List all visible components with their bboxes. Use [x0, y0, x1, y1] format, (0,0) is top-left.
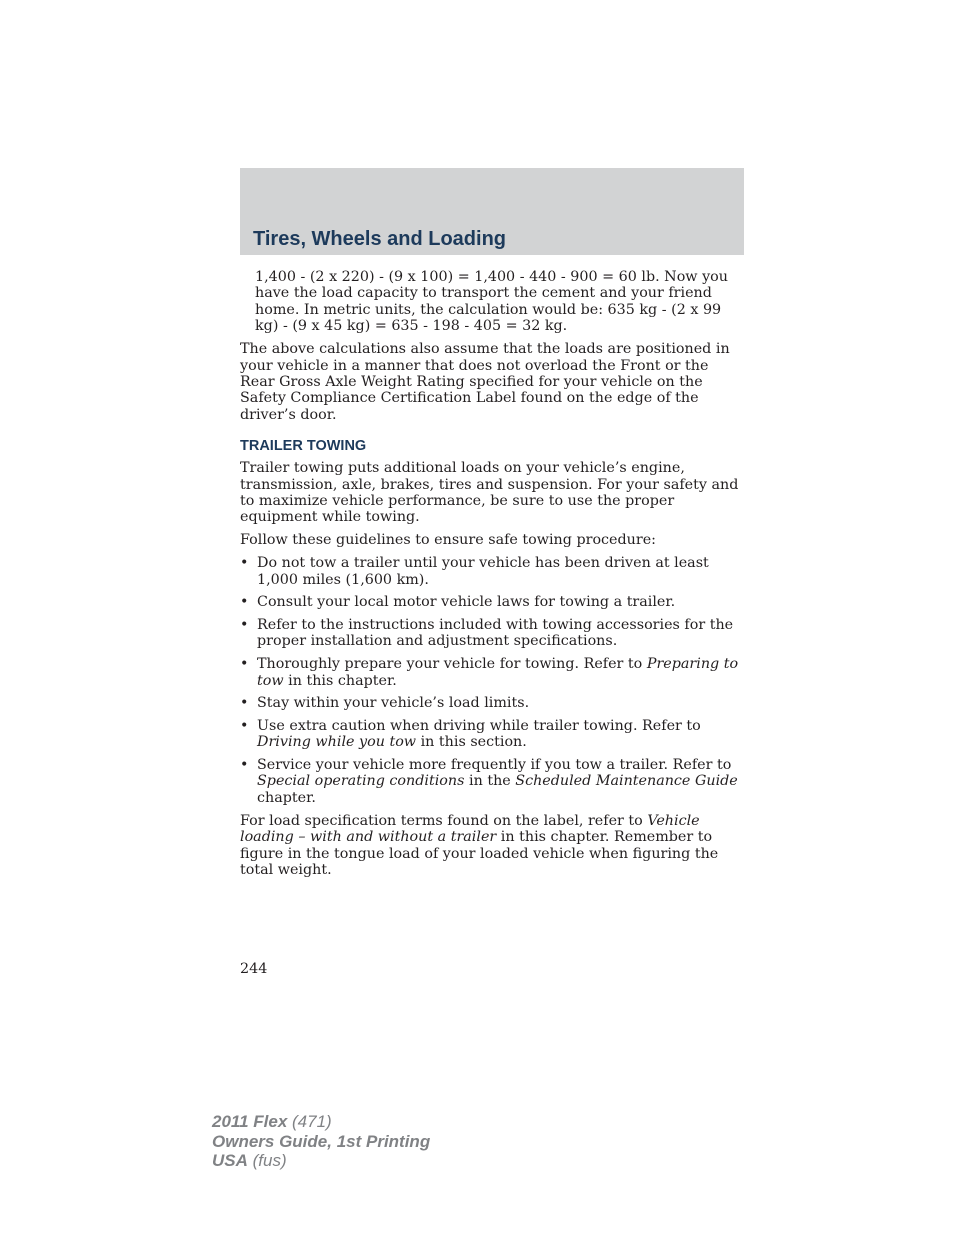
- cross-reference: Driving while you tow: [257, 734, 417, 751]
- footer-line-model: [212, 1112, 430, 1132]
- page-content: [240, 269, 745, 885]
- bullet-mark: •: [240, 656, 249, 673]
- closing-paragraph: [240, 813, 745, 879]
- section-title: Tires, Wheels and Loading: [253, 228, 507, 250]
- bullet-mark: •: [240, 757, 249, 774]
- footer-model: 2011 Flex: [212, 1112, 288, 1131]
- list-item: [240, 695, 745, 711]
- text-run: in this chapter. Remember to figure in the tongue load of your loaded vehicle when figuring the total weight.: [240, 829, 719, 878]
- text-run: in the: [464, 773, 516, 790]
- section-header-band: [240, 168, 744, 255]
- text-run: For load specification terms found on the label, refer to: [240, 812, 648, 829]
- footer-line-edition: Owners Guide, 1st Printing: [212, 1131, 431, 1151]
- document-footer: [212, 1112, 430, 1171]
- text-run: in this section.: [416, 734, 527, 751]
- bullet-mark: •: [240, 555, 249, 572]
- footer-line-market: [212, 1151, 430, 1171]
- list-item: [240, 617, 745, 650]
- calculation-paragraph: 1,400 - (2 x 220) - (9 x 100) = 1,400 - 440 - 900 = 60 lb. Now you have the load capacity to transport the cement and your friend home. In metric units, the calculation would be: 635 kg - (2 x 99 kg) - (9 x 45 kg) = 635 - 198 - 405 = 32 kg.: [255, 269, 728, 335]
- footer-code: (471): [287, 1112, 332, 1131]
- text-run: Use extra caution when driving while trailer towing. Refer to: [257, 717, 701, 734]
- text-run: Thoroughly prepare your vehicle for towing. Refer to: [257, 656, 647, 673]
- list-item-text: [257, 757, 738, 806]
- text-run: in this chapter.: [283, 672, 397, 689]
- list-item: [240, 555, 745, 588]
- text-run: chapter.: [257, 789, 316, 806]
- cross-reference: Special operating conditions: [257, 773, 465, 790]
- list-item: [240, 757, 745, 806]
- page-number: 244: [240, 961, 268, 977]
- cross-reference: Scheduled Maintenance Guide: [515, 773, 738, 790]
- list-item-text: Refer to the instructions included with towing accessories for the proper installation and adjustment specifications.: [257, 617, 734, 650]
- text-run: Service your vehicle more frequently if you tow a trailer. Refer to: [257, 757, 732, 774]
- trailer-towing-heading: TRAILER TOWING: [240, 438, 367, 455]
- bullet-mark: •: [240, 594, 249, 611]
- guidelines-list: [240, 555, 745, 806]
- bullet-mark: •: [240, 695, 249, 712]
- footer-market: USA: [212, 1151, 248, 1170]
- bullet-mark: •: [240, 717, 249, 734]
- list-item-text: Consult your local motor vehicle laws for towing a trailer.: [257, 594, 676, 611]
- list-item-text: [257, 718, 701, 750]
- list-item-text: Stay within your vehicle’s load limits.: [257, 695, 530, 712]
- trailer-towing-intro: Trailer towing puts additional loads on your vehicle’s engine, transmission, axle, brakes, tires and suspension. For your safety and to maximize vehicle performance, be sure to use the proper equipment while towing.: [240, 460, 739, 526]
- list-item-text: [257, 656, 738, 688]
- cross-reference: Preparing to tow: [257, 656, 739, 689]
- list-item: [240, 718, 745, 751]
- list-item: [240, 594, 745, 610]
- list-item-text: Do not tow a trailer until your vehicle has been driven at least 1,000 miles (1,600 km).: [257, 555, 709, 588]
- assumption-paragraph: The above calculations also assume that the loads are positioned in your vehicle in a manner that does not overload the Front or the Rear Gross Axle Weight Rating specified for your vehicle on the Safety Compliance Certification Label found on the edge of the driver’s door.: [240, 341, 730, 423]
- guidelines-lead: Follow these guidelines to ensure safe towing procedure:: [240, 532, 656, 549]
- cross-reference: Vehicle loading – with and without a trailer: [240, 812, 700, 846]
- footer-market-code: (fus): [247, 1151, 287, 1170]
- bullet-mark: •: [240, 617, 249, 633]
- list-item: [240, 656, 745, 689]
